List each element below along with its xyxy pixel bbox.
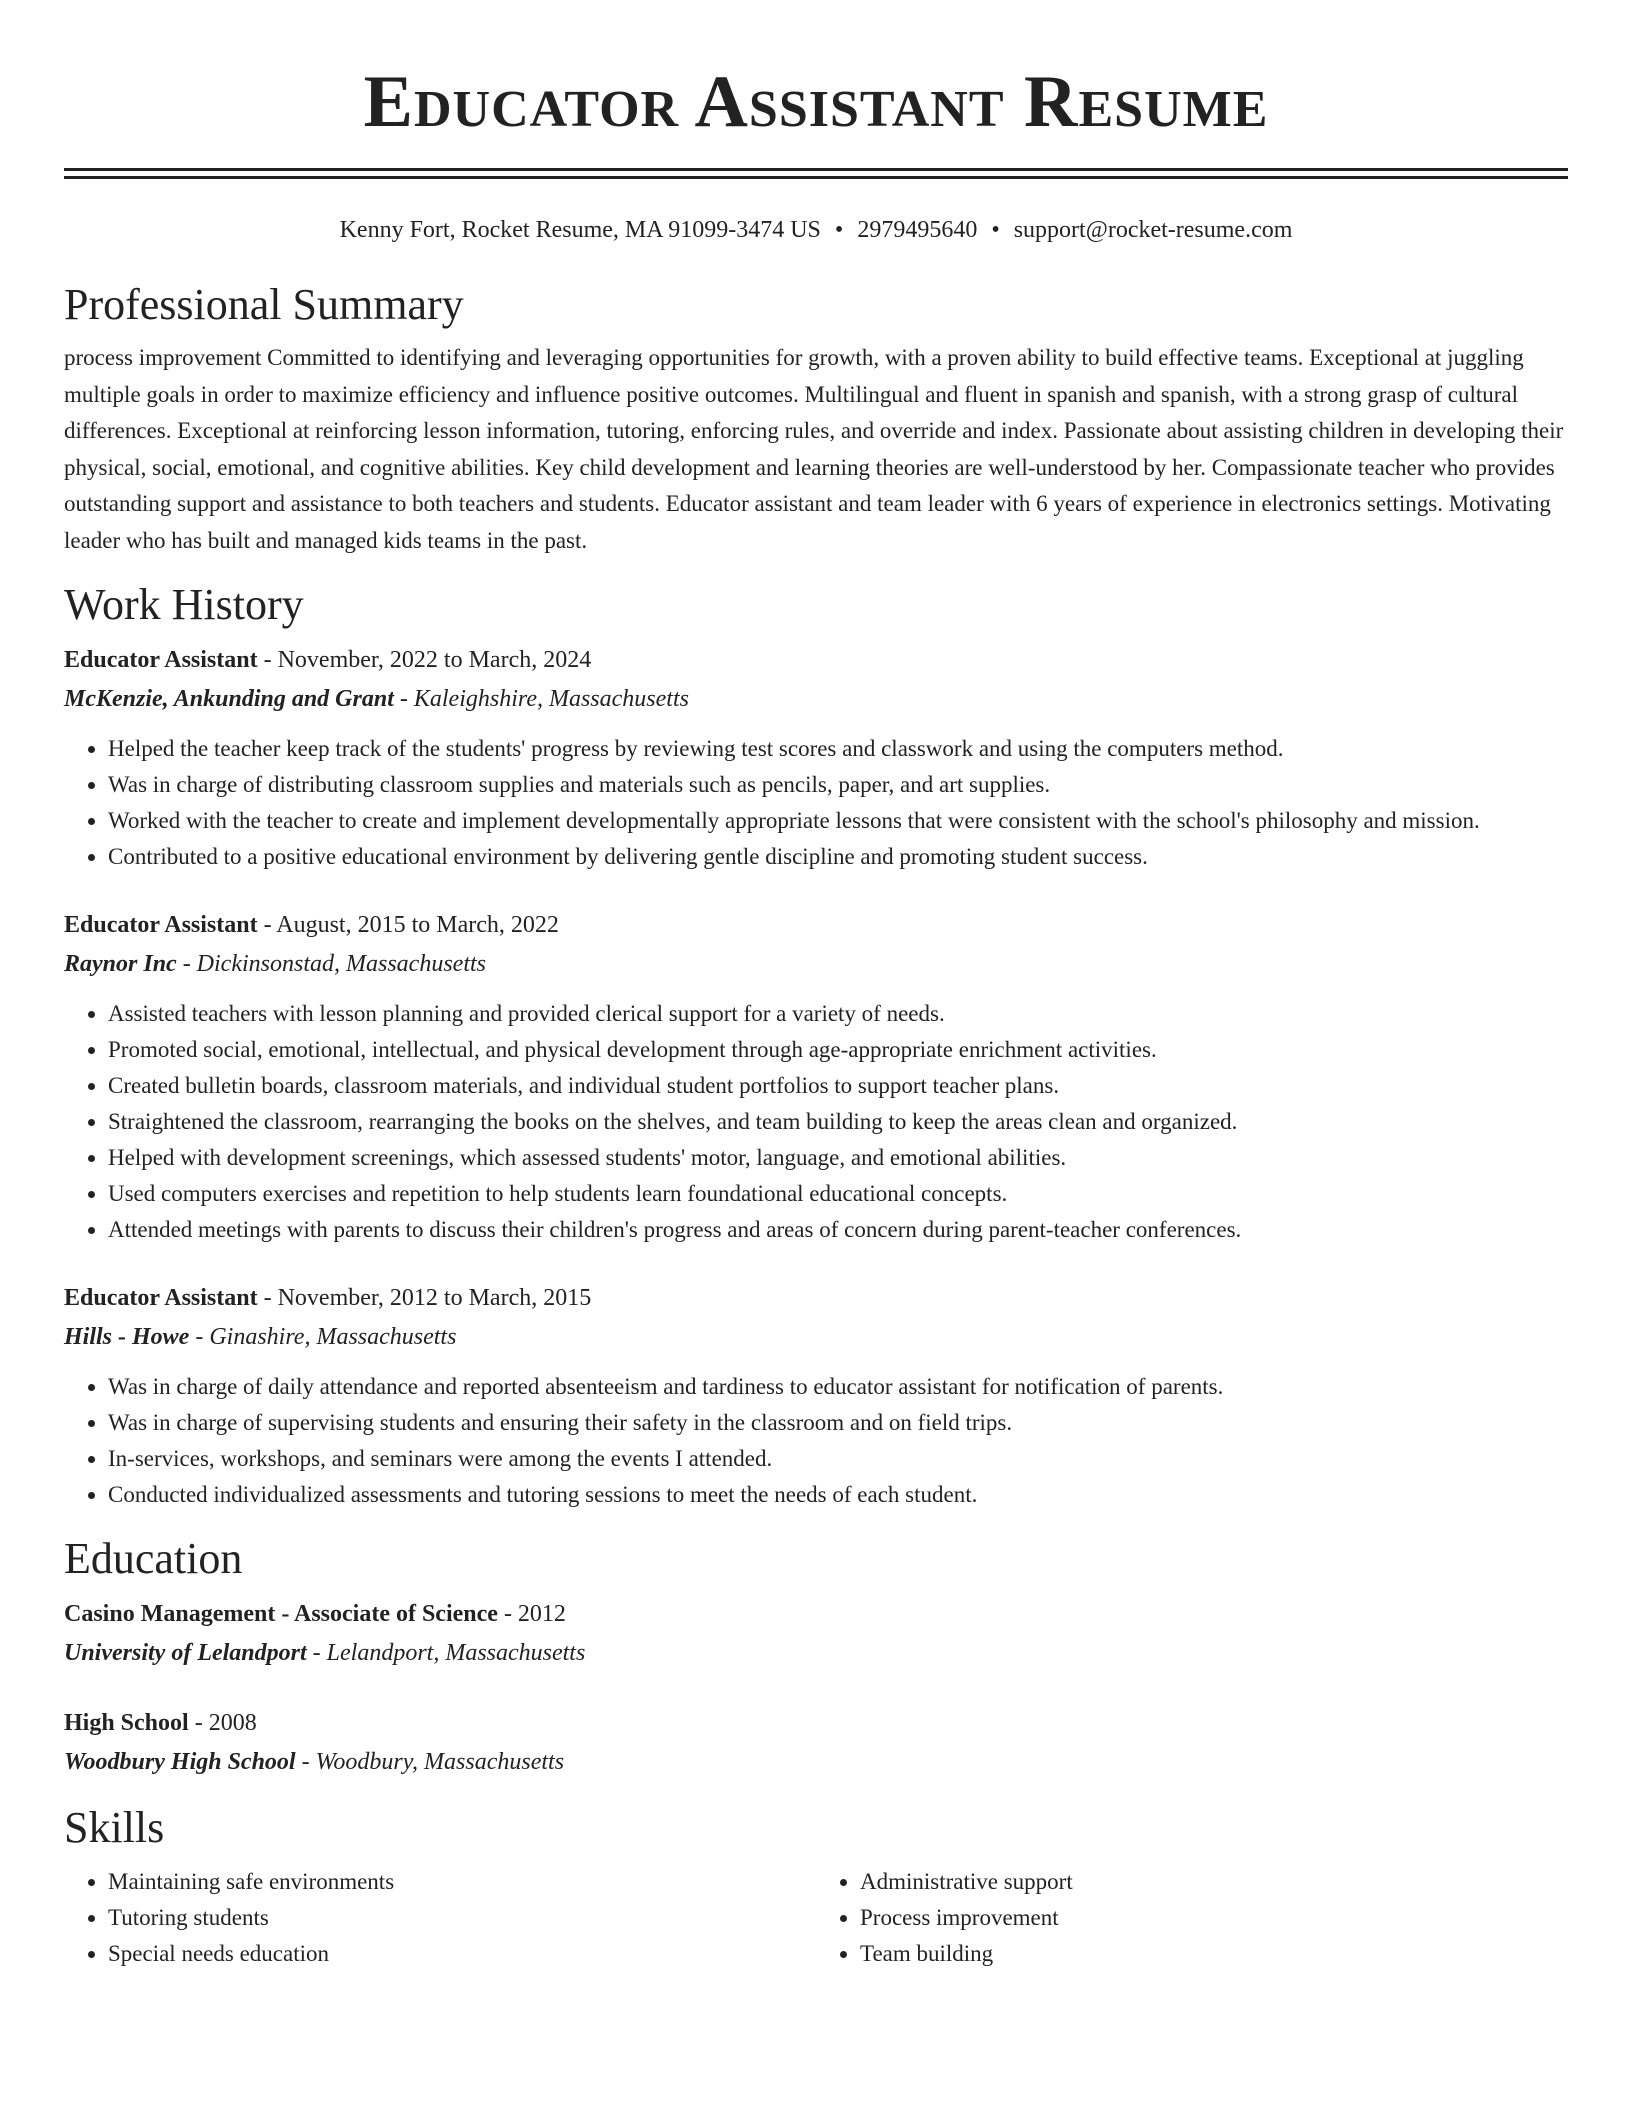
job-bullets bbox=[64, 1369, 1568, 1513]
job-bullet: • Created bulletin boards, classroom materials, and individual student portfolios to support teacher plans. bbox=[108, 1068, 1568, 1104]
job-company-line bbox=[64, 680, 1568, 719]
work-history-heading: Work History bbox=[64, 580, 304, 629]
education-school: Woodbury High School bbox=[64, 1749, 296, 1775]
job-company: McKenzie, Ankunding and Grant bbox=[64, 686, 394, 712]
skill-item: • Tutoring students bbox=[108, 1900, 816, 1936]
job-bullet: • Assisted teachers with lesson planning and provided clerical support for a variety of needs. bbox=[108, 996, 1568, 1032]
education-degree: High School bbox=[64, 1710, 189, 1736]
education-degree-line bbox=[64, 1595, 1568, 1634]
education-location: - Lelandport, Massachusetts bbox=[306, 1640, 586, 1666]
summary-heading: Professional Summary bbox=[64, 280, 464, 329]
job-entry bbox=[64, 1279, 1568, 1513]
job-company-line bbox=[64, 1318, 1568, 1357]
job-bullet: • Used computers exercises and repetition to help students learn foundational educational concepts. bbox=[108, 1176, 1568, 1212]
job-bullet: • Conducted individualized assessments and tutoring sessions to meet the needs of each student. bbox=[108, 1477, 1568, 1513]
job-bullet: • Helped the teacher keep track of the students' progress by reviewing test scores and classwork and using the computers method. bbox=[108, 731, 1568, 767]
job-dates: - November, 2012 to March, 2015 bbox=[257, 1285, 592, 1311]
education-school-line bbox=[64, 1743, 1568, 1782]
job-bullet: • Straightened the classroom, rearranging the books on the shelves, and team building to keep the areas clean and organized. bbox=[108, 1104, 1568, 1140]
job-bullets bbox=[64, 731, 1568, 875]
contact-phone: 2979495640 bbox=[857, 217, 978, 243]
job-header bbox=[64, 906, 1568, 945]
skills-column-right bbox=[816, 1864, 1568, 1972]
resume-title: Educator Assistant Resume bbox=[363, 61, 1269, 143]
education-year: - 2008 bbox=[188, 1710, 257, 1736]
job-company: Hills - Howe bbox=[64, 1324, 190, 1350]
job-dates: - November, 2022 to March, 2024 bbox=[257, 647, 592, 673]
contact-separator: • bbox=[834, 217, 844, 243]
education-location: - Woodbury, Massachusetts bbox=[295, 1749, 565, 1775]
contact-email: support@rocket-resume.com bbox=[1013, 217, 1293, 243]
resume-page bbox=[64, 0, 1568, 1972]
contact-address: Kenny Fort, Rocket Resume, MA 91099-3474 US bbox=[339, 217, 821, 243]
job-location: - Dickinsonstad, Massachusetts bbox=[176, 951, 486, 977]
job-title: Educator Assistant bbox=[64, 912, 258, 938]
job-entry bbox=[64, 641, 1568, 875]
job-bullet: • In-services, workshops, and seminars were among the events I attended. bbox=[108, 1441, 1568, 1477]
skill-item: • Special needs education bbox=[108, 1936, 816, 1972]
job-header bbox=[64, 641, 1568, 680]
job-header bbox=[64, 1279, 1568, 1318]
job-bullet: • Was in charge of supervising students and ensuring their safety in the classroom and on field trips. bbox=[108, 1405, 1568, 1441]
job-bullet: • Promoted social, emotional, intellectual, and physical development through age-appropriate enrichment activities. bbox=[108, 1032, 1568, 1068]
skill-item: • Maintaining safe environments bbox=[108, 1864, 816, 1900]
education-degree-line bbox=[64, 1704, 1568, 1743]
job-bullet: • Contributed to a positive educational environment by delivering gentle discipline and promoting student success. bbox=[108, 839, 1568, 875]
contact-separator: • bbox=[991, 217, 1000, 243]
education-entry bbox=[64, 1595, 1568, 1673]
job-entry bbox=[64, 906, 1568, 1248]
job-title: Educator Assistant bbox=[64, 1285, 258, 1311]
job-bullets bbox=[64, 996, 1568, 1248]
job-bullet: • Worked with the teacher to create and implement developmentally appropriate lessons that were consistent with the school's philosophy and mission. bbox=[108, 803, 1568, 839]
education-year: - 2012 bbox=[497, 1601, 566, 1627]
job-bullet: • Helped with development screenings, which assessed students' motor, language, and emotional abilities. bbox=[108, 1140, 1568, 1176]
skills-list bbox=[64, 1864, 1568, 1972]
education-entry bbox=[64, 1704, 1568, 1782]
job-company-line bbox=[64, 945, 1568, 984]
job-title: Educator Assistant bbox=[64, 647, 258, 673]
skills-heading: Skills bbox=[64, 1803, 165, 1852]
job-bullet: • Was in charge of distributing classroom supplies and materials such as pencils, paper, and art supplies. bbox=[108, 767, 1568, 803]
education-school: University of Lelandport bbox=[64, 1640, 307, 1666]
job-dates: - August, 2015 to March, 2022 bbox=[257, 912, 559, 938]
job-bullet: • Attended meetings with parents to discuss their children's progress and areas of concern during parent-teacher conferences. bbox=[108, 1212, 1568, 1248]
job-location: - Kaleighshire, Massachusetts bbox=[393, 686, 689, 712]
contact-line bbox=[64, 215, 1568, 245]
education-heading: Education bbox=[64, 1534, 243, 1583]
job-location: - Ginashire, Massachusetts bbox=[189, 1324, 457, 1350]
skill-item: • Process improvement bbox=[860, 1900, 1568, 1936]
education-school-line bbox=[64, 1634, 1568, 1673]
summary-text: process improvement Committed to identifying and leveraging opportunities for growth, with a proven ability to build effective teams. Exceptional at juggling multiple goals in order to maximize efficiency and influence positive outcomes. Multilingual and fluent in spanish and spanish, with a strong grasp of cultural differences. Exceptional at reinforcing lesson information, tutoring, enforcing rules, and override and index. Passionate about assisting children in developing their physical, social, emotional, and cognitive abilities. Key child development and learning theories are well-understood by her. Compassionate teacher who provides outstanding support and assistance to both teachers and students. Educator assistant and team leader with 6 years of experience in electronics settings. Motivating leader who has built and managed kids teams in the past. bbox=[64, 345, 1564, 553]
title-divider bbox=[64, 168, 1568, 179]
education-degree: Casino Management - Associate of Science bbox=[64, 1601, 498, 1627]
skill-item: • Team building bbox=[860, 1936, 1568, 1972]
job-bullet: • Was in charge of daily attendance and reported absenteeism and tardiness to educator assistant for notification of parents. bbox=[108, 1369, 1568, 1405]
job-company: Raynor Inc bbox=[64, 951, 177, 977]
skill-item: • Administrative support bbox=[860, 1864, 1568, 1900]
skills-column-left bbox=[64, 1864, 816, 1972]
